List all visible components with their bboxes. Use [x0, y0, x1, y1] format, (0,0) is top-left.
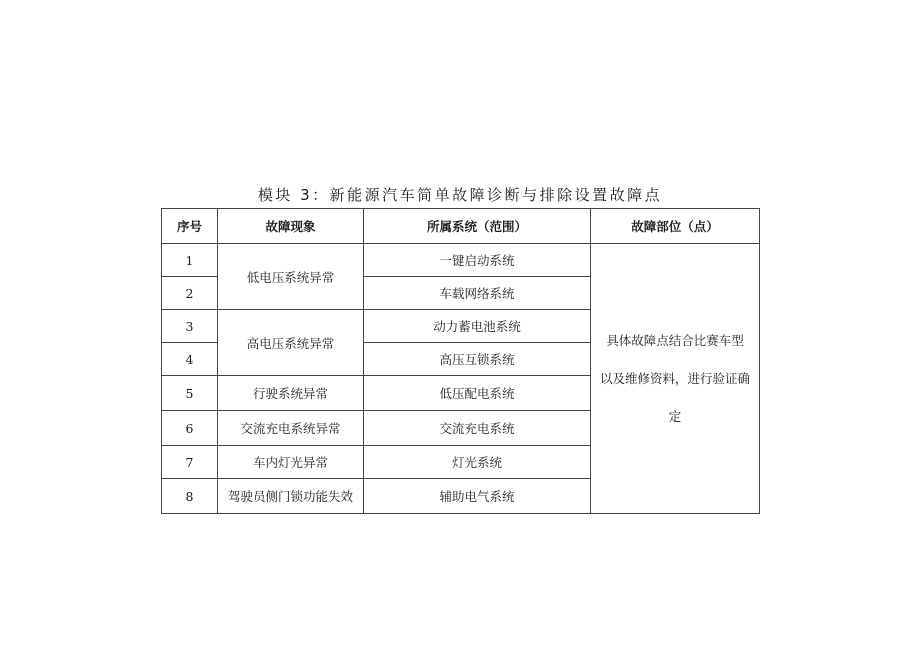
header-system: 所属系统（范围） — [364, 209, 591, 244]
system-cell: 交流充电系统 — [364, 411, 591, 446]
phenomenon-cell: 行驶系统异常 — [218, 376, 364, 411]
table-header-row — [162, 209, 760, 244]
phenomenon-cell: 车内灯光异常 — [218, 446, 364, 479]
system-cell: 车载网络系统 — [364, 277, 591, 310]
fault-location-cell — [591, 244, 760, 514]
phenomenon-cell: 交流充电系统异常 — [218, 411, 364, 446]
system-cell: 动力蓄电池系统 — [364, 310, 591, 343]
header-phenomenon: 故障现象 — [218, 209, 364, 244]
location-line: 定 — [668, 408, 682, 424]
phenomenon-cell: 高电压系统异常 — [218, 310, 364, 376]
serial-cell: 3 — [162, 310, 218, 343]
document-title: 模块 3：新能源汽车简单故障诊断与排除设置故障点 — [257, 186, 663, 204]
table-row — [162, 244, 760, 277]
location-line: 具体故障点结合比赛车型 — [606, 332, 744, 348]
system-cell: 低压配电系统 — [364, 376, 591, 411]
serial-cell: 8 — [162, 479, 218, 514]
fault-table — [161, 208, 760, 514]
phenomenon-cell: 低电压系统异常 — [218, 244, 364, 310]
system-cell: 灯光系统 — [364, 446, 591, 479]
serial-cell: 7 — [162, 446, 218, 479]
serial-cell: 4 — [162, 343, 218, 376]
phenomenon-cell: 驾驶员侧门锁功能失效 — [218, 479, 364, 514]
serial-cell: 6 — [162, 411, 218, 446]
serial-cell: 2 — [162, 277, 218, 310]
serial-cell: 5 — [162, 376, 218, 411]
system-cell: 高压互锁系统 — [364, 343, 591, 376]
header-serial: 序号 — [162, 209, 218, 244]
system-cell: 一键启动系统 — [364, 244, 591, 277]
location-line: 以及维修资料，进行验证确 — [599, 370, 750, 386]
header-location: 故障部位（点） — [591, 209, 760, 244]
system-cell: 辅助电气系统 — [364, 479, 591, 514]
serial-cell: 1 — [162, 244, 218, 277]
